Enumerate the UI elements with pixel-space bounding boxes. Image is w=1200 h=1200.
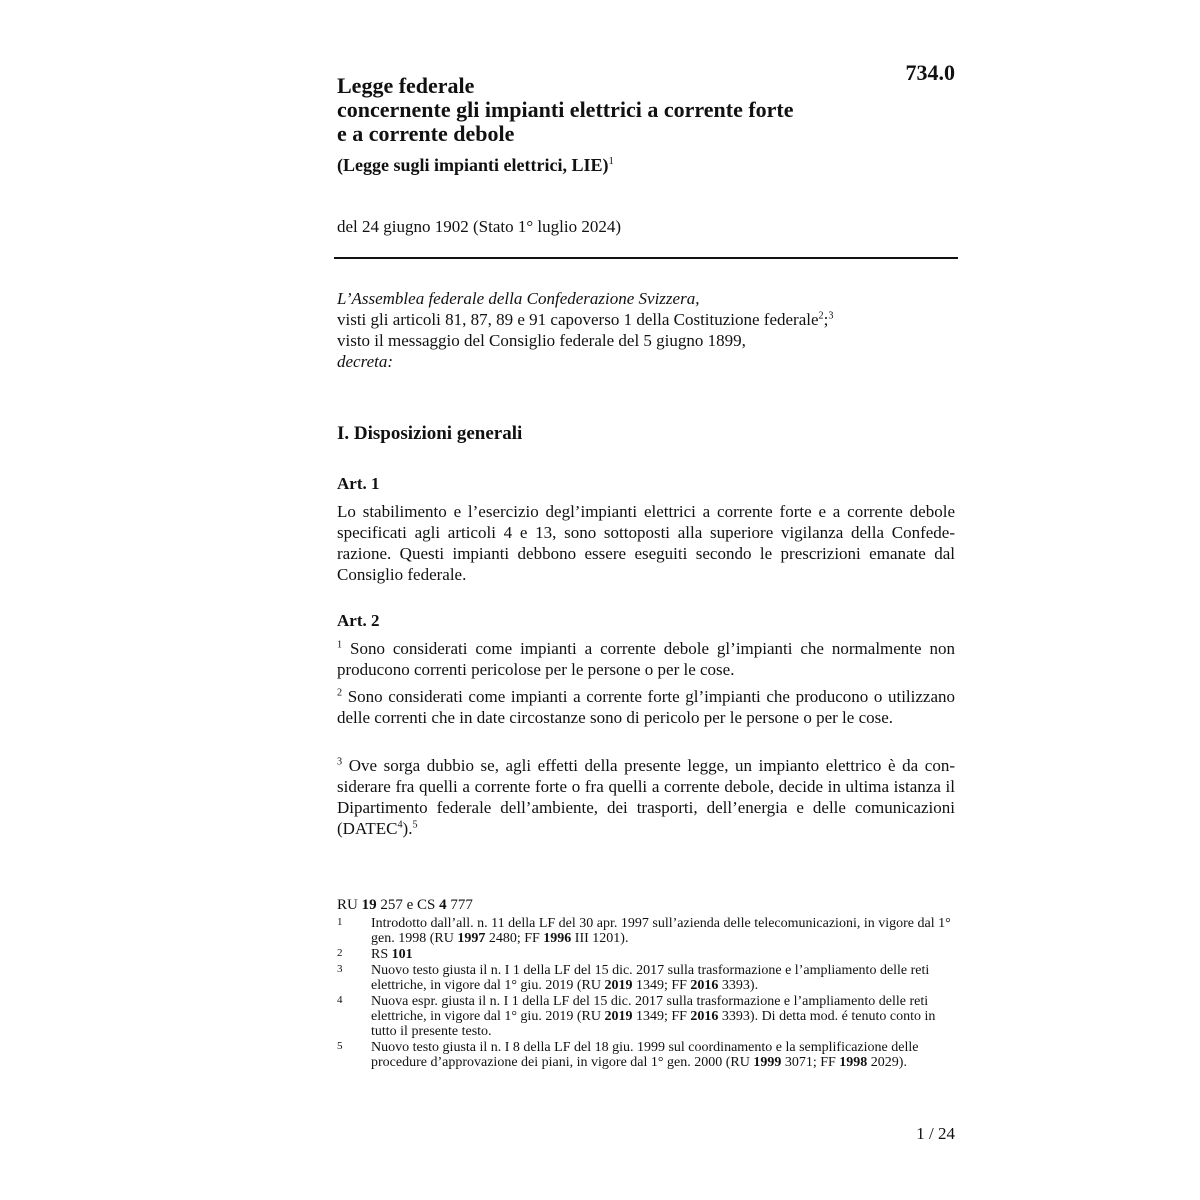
footnote-3-part-c: 1349; FF (632, 978, 691, 993)
footnote-4-part-e: 3393). Di detta mod. é tenuto conto in tutto il presente testo. (371, 1009, 936, 1039)
paragraph-number-1: 1 (337, 639, 343, 651)
footnote-1 (337, 916, 955, 946)
footnote-ref-2[interactable]: 2 (818, 310, 824, 322)
footnote-2 (337, 947, 955, 962)
footnote-5-part-a: Nuovo testo giusta il n. I 8 della LF del 18 giu. 1999 sul coordinamento e la semplificazione delle procedure d’approvazione dei piani, in vigore dal 1° gen. 2000 (RU (371, 1040, 919, 1070)
footnote-3-number: 3 (337, 963, 343, 975)
date-line: del 24 giugno 1902 (Stato 1° luglio 2024) (337, 217, 621, 236)
footnote-1-part-c: 2480; FF (485, 931, 544, 946)
preamble-visti-separator: ; (823, 310, 829, 329)
art-2-paragraph-1 (337, 638, 955, 680)
footnote-2-number: 2 (337, 947, 343, 959)
art-2-paragraph-3-text: Ove sorga dubbio se, agli effetti della presente legge, un impianto elettrico è da considerare fra quelli a corrente forte o fra quelli a corrente debole, decide in ultima istanza il Dipartimento federale dell’ambiente, dei trasporti, dell’energia e delle comunicazioni (DATEC (337, 756, 955, 838)
footnote-5-part-d: 1998 (839, 1055, 868, 1070)
footnote-1-part-e: III 1201). (571, 931, 629, 946)
footnotes-block (337, 898, 955, 1071)
footnote-3-part-e: 3393). (718, 978, 759, 993)
title-line-1: Legge federale (337, 73, 475, 98)
preamble-visti (337, 309, 955, 330)
footnote-3-text (371, 963, 955, 993)
footnote-1-part-d: 1996 (543, 931, 572, 946)
footnote-4-part-d: 2016 (690, 1009, 719, 1024)
footnote-4-text (371, 994, 955, 1039)
ru-reference (337, 898, 955, 913)
paragraph-number-2: 2 (337, 687, 343, 699)
footnote-5-part-b: 1999 (753, 1055, 782, 1070)
cs-volume: 4 (439, 897, 447, 913)
footnote-5-number: 5 (337, 1040, 343, 1052)
ru-text-3: 777 (446, 897, 473, 913)
footnote-1-number: 1 (337, 916, 343, 928)
preamble-visti-text: visti gli articoli 81, 87, 89 e 91 capoverso 1 della Costituzione federale (337, 310, 819, 329)
footnote-1-part-b: 1997 (457, 931, 486, 946)
footnote-1-part-a: Introdotto dall’all. n. 11 della LF del 30 apr. 1997 sull’azienda delle telecomunicazioni, in vigore dal 1° gen. 1998 (RU (371, 916, 951, 946)
footnote-2-text (371, 947, 955, 962)
footnote-2-part-a: RS (371, 947, 392, 962)
section-title: I. Disposizioni generali (337, 423, 523, 444)
footnote-ref-5[interactable]: 5 (412, 819, 418, 831)
title-line-3: e a corrente debole (337, 121, 515, 146)
page-number: 1 / 24 (916, 1124, 955, 1143)
footnote-4-part-b: 2019 (604, 1009, 633, 1024)
preamble-visto: visto il messaggio del Consiglio federale del 5 giugno 1899, (337, 331, 746, 350)
ru-volume: 19 (361, 897, 377, 913)
art-2-paragraph-2-text: Sono considerati come impianti a corrente forte gl’impianti che producono o utilizzano delle correnti che in date circostanze sono di pericolo per le persone o per le cose. (337, 687, 955, 727)
footnote-4-number: 4 (337, 994, 343, 1006)
footnote-4-part-a: Nuova espr. giusta il n. I 1 della LF del 15 dic. 2017 sulla trasformazione e l’ampliamento delle reti elettriche, in vigore dal 1° giu. 2019 (RU (371, 994, 929, 1024)
art-2-paragraph-2 (337, 686, 955, 728)
preamble (337, 288, 955, 372)
ru-text-2: 257 e CS (376, 897, 440, 913)
footnote-ref-3[interactable]: 3 (828, 310, 834, 322)
footnote-4-part-c: 1349; FF (632, 1009, 691, 1024)
art-2-paragraph-3 (337, 755, 955, 839)
preamble-assembly: L’Assemblea federale della Confederazione Svizzera, (337, 289, 700, 308)
footnote-3-part-b: 2019 (604, 978, 633, 993)
footnote-3-part-d: 2016 (690, 978, 719, 993)
art-1-text: Lo stabilimento e l’esercizio degl’impianti elettrici a corrente forte e a corrente debole specificati agli articoli 4 e 13, sono sottoposti alla superiore vigilanza della Confederazione. Questi impianti debbono essere eseguiti secondo le prescrizioni emanate dal Consiglio federale. (337, 502, 955, 584)
paragraph-number-3: 3 (337, 756, 343, 768)
footnote-3 (337, 963, 955, 993)
art-2-paragraph-1-text: Sono considerati come impianti a corrente debole gl’impianti che normalmente non producono correnti pericolose per le persone o per le cose. (337, 639, 955, 679)
title-line-2: concernente gli impianti elettrici a corrente forte (337, 97, 794, 122)
art-1-heading: Art. 1 (337, 474, 380, 493)
footnote-5-part-e: 2029). (867, 1055, 907, 1070)
footnote-ref-4[interactable]: 4 (397, 819, 403, 831)
footnote-ref-1[interactable]: 1 (608, 155, 614, 167)
footnote-5-part-c: 3071; FF (781, 1055, 840, 1070)
art-2-paragraph-3-end: ). (402, 819, 413, 838)
footnote-2-part-b: 101 (391, 947, 413, 962)
ru-text: RU (337, 897, 362, 913)
footnote-1-text (371, 916, 955, 946)
short-title-text: (Legge sugli impianti elettrici, LIE) (337, 155, 609, 175)
short-title (337, 154, 877, 176)
sr-number: 734.0 (905, 60, 955, 85)
title-block (337, 74, 877, 176)
footnote-4 (337, 994, 955, 1039)
preamble-decreta: decreta: (337, 352, 394, 371)
horizontal-rule (334, 257, 958, 259)
footnote-5-text (371, 1040, 955, 1070)
footnote-5 (337, 1040, 955, 1070)
art-2-heading: Art. 2 (337, 611, 380, 630)
footnote-3-part-a: Nuovo testo giusta il n. I 1 della LF del 15 dic. 2017 sulla trasformazione e l’ampliamento delle reti elettriche, in vigore dal 1° giu. 2019 (RU (371, 963, 930, 993)
